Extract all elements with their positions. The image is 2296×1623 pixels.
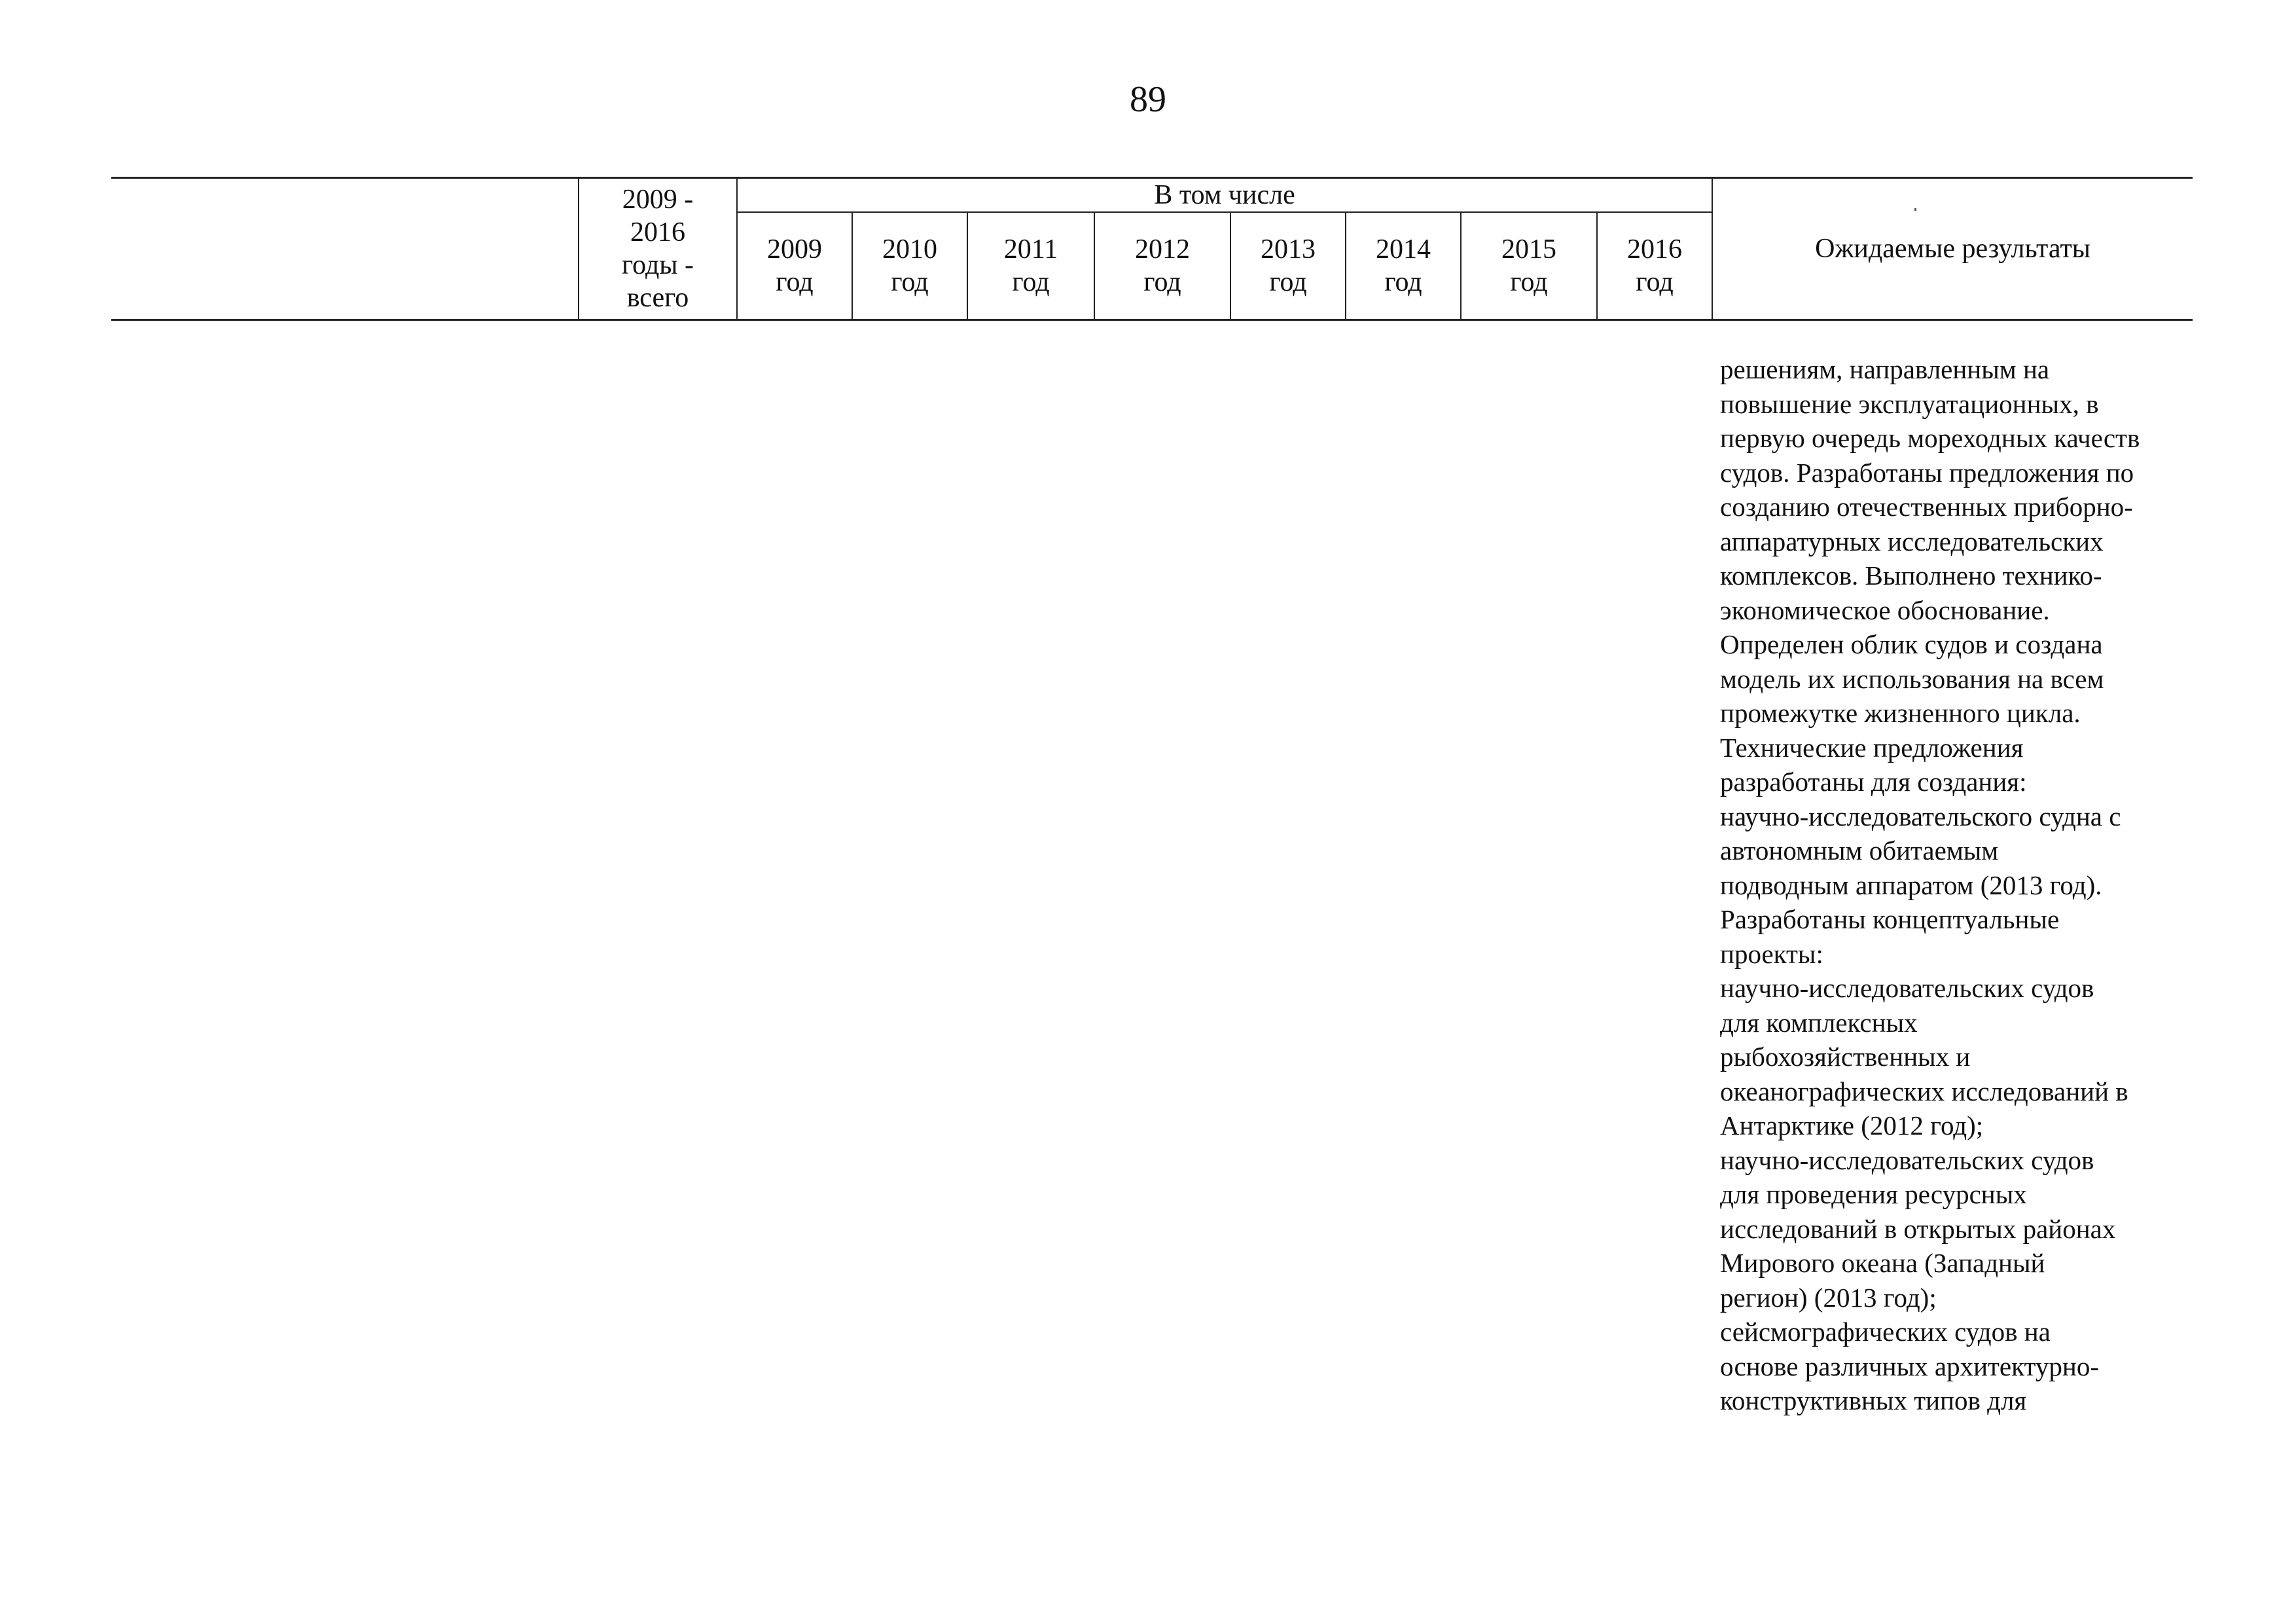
year-header-2015 (1461, 212, 1597, 320)
results-line: подводным аппаратом (2013 год). (1720, 869, 2102, 900)
year-header-2014 (1346, 212, 1461, 320)
results-line: океанографических исследований в (1720, 1076, 2128, 1106)
results-line: исследований в открытых районах (1720, 1213, 2116, 1244)
results-line: разработаны для создания: (1720, 767, 2027, 797)
results-line: комплексов. Выполнено технико- (1720, 560, 2102, 591)
scan-speck (1914, 208, 1916, 211)
total-line: годы - (621, 250, 694, 280)
year-label: 2016 (1627, 234, 1683, 264)
total-line: 2016 (630, 217, 685, 247)
results-line: рыбохозяйственных и (1720, 1042, 1971, 1072)
results-line: Мирового океана (Западный (1720, 1248, 2045, 1278)
results-line: для комплексных (1720, 1007, 1918, 1038)
results-line: научно-исследовательского судна с (1720, 801, 2121, 831)
results-line: регион) (2013 год); (1720, 1282, 1937, 1313)
year-header-2009 (737, 212, 852, 320)
results-line: основе различных архитектурно- (1720, 1351, 2099, 1381)
results-line: Разработаны концептуальные (1720, 904, 2060, 934)
year-unit: год (1384, 267, 1422, 297)
including-header: В том числе (737, 178, 1712, 213)
results-line: модель их использования на всем (1720, 663, 2104, 694)
year-header-2016 (1597, 212, 1712, 320)
year-unit: год (1636, 267, 1674, 297)
year-unit: год (1012, 267, 1050, 297)
results-line: автономным обитаемым (1720, 835, 1999, 866)
header-blank-cell (111, 178, 579, 320)
results-line: сейсмографических судов на (1720, 1317, 2051, 1347)
year-header-2012 (1094, 212, 1230, 320)
results-line: конструктивных типов для (1720, 1385, 2027, 1415)
year-unit: год (1143, 267, 1181, 297)
year-header-2010 (852, 212, 967, 320)
results-line: Технические предложения (1720, 732, 2024, 763)
year-unit: год (1269, 267, 1307, 297)
year-label: 2011 (1003, 234, 1058, 264)
expected-results-text (1720, 352, 2191, 1418)
results-line: первую очередь мореходных качеств (1720, 423, 2140, 453)
year-label: 2013 (1261, 234, 1316, 264)
header-total-cell (579, 178, 737, 320)
results-line: аппаратурных исследовательских (1720, 526, 2104, 556)
year-label: 2012 (1135, 234, 1190, 264)
year-unit: год (776, 267, 814, 297)
results-line: решениям, направленным на (1720, 354, 2050, 384)
total-line: всего (626, 283, 689, 313)
year-unit: год (891, 267, 929, 297)
year-unit: год (1510, 267, 1548, 297)
header-table (111, 177, 2193, 321)
results-line: экономическое обоснование. (1720, 594, 2050, 625)
results-line: научно-исследовательских судов (1720, 973, 2094, 1003)
results-line: промежутке жизненного цикла. (1720, 698, 2081, 728)
year-label: 2009 (767, 234, 822, 264)
results-line: повышение эксплуатационных, в (1720, 388, 2099, 419)
page-number: 89 (1130, 79, 1166, 120)
results-line: Определен облик судов и создана (1720, 629, 2103, 659)
year-label: 2015 (1501, 234, 1556, 264)
results-line: созданию отечественных приборно- (1720, 492, 2133, 522)
total-line: 2009 - (622, 185, 694, 215)
results-line: проекты: (1720, 938, 1823, 969)
year-header-2013 (1230, 212, 1346, 320)
results-line: Антарктике (2012 год); (1720, 1110, 1984, 1140)
results-line: для проведения ресурсных (1720, 1179, 2027, 1209)
year-label: 2014 (1376, 234, 1431, 264)
year-label: 2010 (882, 234, 937, 264)
results-line: научно-исследовательских судов (1720, 1144, 2094, 1175)
year-header-2011 (967, 212, 1094, 320)
results-header: Ожидаемые результаты (1712, 178, 2193, 320)
results-line: судов. Разработаны предложения по (1720, 457, 2134, 488)
